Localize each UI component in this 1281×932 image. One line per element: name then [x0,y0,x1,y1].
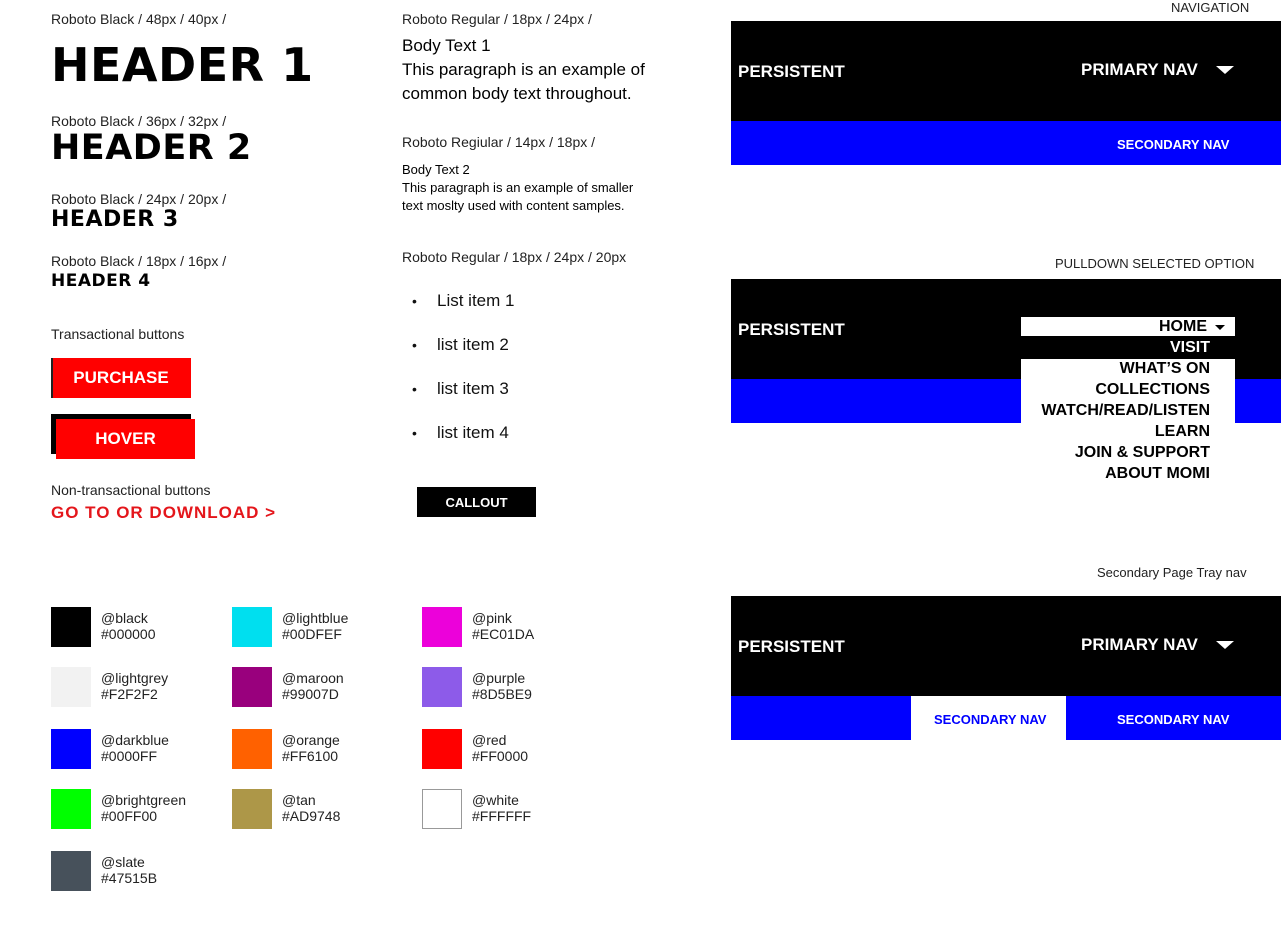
color-swatch-label [101,670,168,702]
dropdown-option[interactable]: ABOUT MOMI [1105,465,1210,482]
list-item-text: list item 2 [437,335,509,354]
secondary-nav-active-label[interactable]: SECONDARY NAV [934,712,1047,727]
navigation-caption: NAVIGATION [1171,0,1250,15]
h4-spec: Roboto Black / 18px / 16px / [51,253,227,269]
color-swatch [51,789,91,829]
color-swatch [51,851,91,891]
persistent-nav-label[interactable]: PERSISTENT [738,62,845,81]
color-name: @slate [101,854,145,870]
color-swatch-label [472,792,531,824]
bullet-icon: • [412,381,417,397]
color-name: @tan [282,792,316,808]
color-hex: #000000 [101,626,156,642]
color-swatch [232,789,272,829]
color-name: @darkblue [101,732,169,748]
color-swatch [51,667,91,707]
dropdown-home-label[interactable]: HOME [1159,318,1207,335]
color-hex: #FFFFFF [472,808,532,824]
color-name: @maroon [282,670,344,686]
color-swatch-label [472,610,534,642]
chevron-down-icon[interactable] [1215,325,1225,330]
color-name: @white [472,792,519,808]
dropdown-option[interactable]: JOIN & SUPPORT [1074,444,1210,461]
body2-spec: Roboto Regiular / 14px / 18px / [402,134,596,150]
color-name: @lightblue [282,610,349,626]
list-item-text: List item 1 [437,291,515,310]
body1-title: Body Text 1 [402,36,491,55]
color-name: @pink [472,610,512,626]
list-item [412,291,514,311]
tray-nav-caption: Secondary Page Tray nav [1097,565,1247,580]
list-item-text: list item 4 [437,423,509,442]
purchase-button[interactable]: PURCHASE [51,358,191,398]
color-hex: #99007D [282,686,339,702]
list-item [412,423,509,443]
color-swatch [51,607,91,647]
color-swatch [232,667,272,707]
color-swatch [51,729,91,769]
color-name: @brightgreen [101,792,187,808]
color-hex: #0000FF [101,748,158,764]
list-item-text: list item 3 [437,379,509,398]
color-swatch-label [101,610,156,642]
color-swatch-label [101,792,186,824]
color-swatch [232,607,272,647]
color-swatch [422,729,462,769]
dropdown-option[interactable]: LEARN [1154,423,1210,440]
bullet-icon: • [412,293,417,309]
body1-line2: common body text throughout. [402,84,632,103]
color-hex: #FF6100 [282,748,339,764]
dropdown-option[interactable]: VISIT [1169,339,1210,356]
color-name: @lightgrey [101,670,169,686]
h2-spec: Roboto Black / 36px / 32px / [51,113,227,129]
color-hex: #8D5BE9 [472,686,532,702]
non-transactional-buttons-label: Non-transactional buttons [51,482,211,498]
list-spec: Roboto Regular / 18px / 24px / 20px [402,249,627,265]
color-hex: #00FF00 [101,808,158,824]
color-swatch [422,789,462,829]
color-swatch [422,607,462,647]
color-name: @red [472,732,507,748]
color-hex: #00DFEF [282,626,342,642]
color-swatch-label [101,854,157,886]
color-swatch-label [472,670,532,702]
secondary-nav-label[interactable]: SECONDARY NAV [1117,137,1230,152]
dropdown-option[interactable]: WHAT’S ON [1119,360,1210,377]
dropdown-option[interactable]: WATCH/READ/LISTEN [1041,402,1210,419]
header-1-sample: HEADER 1 [51,38,314,92]
h3-spec: Roboto Black / 24px / 20px / [51,191,227,207]
secondary-nav-label[interactable]: SECONDARY NAV [1117,712,1230,727]
color-hex: #EC01DA [472,626,535,642]
chevron-down-icon[interactable] [1216,641,1234,649]
color-swatch-label [282,732,340,764]
list-item [412,335,509,355]
bullet-icon: • [412,337,417,353]
pulldown-caption: PULLDOWN SELECTED OPTION [1055,256,1255,271]
primary-nav-label[interactable]: PRIMARY NAV [1081,635,1198,654]
color-hex: #F2F2F2 [101,686,158,702]
color-swatch [232,729,272,769]
header-2-sample: HEADER 2 [51,128,252,168]
color-swatch-label [101,732,169,764]
primary-nav-label[interactable]: PRIMARY NAV [1081,60,1198,79]
h1-spec: Roboto Black / 48px / 40px / [51,11,227,27]
header-4-sample: HEADER 4 [51,271,151,291]
color-swatch-label [282,792,340,824]
hover-button[interactable]: HOVER [56,419,195,459]
color-hex: #47515B [101,870,158,886]
body2-title: Body Text 2 [402,162,470,177]
color-hex: #FF0000 [472,748,529,764]
callout-button[interactable]: CALLOUT [417,487,536,517]
body1-spec: Roboto Regular / 18px / 24px / [402,11,592,27]
color-hex: #AD9748 [282,808,341,824]
color-swatch-label [472,732,528,764]
persistent-nav-label[interactable]: PERSISTENT [738,637,845,656]
body2-line1: This paragraph is an example of smaller [402,180,634,195]
download-link[interactable]: GO TO OR DOWNLOAD > [51,503,277,522]
persistent-nav-label[interactable]: PERSISTENT [738,320,845,339]
dropdown-option[interactable]: COLLECTIONS [1095,381,1210,398]
color-name: @black [101,610,148,626]
transactional-buttons-label: Transactional buttons [51,326,185,342]
header-3-sample: HEADER 3 [51,207,179,232]
color-swatch-label [282,670,344,702]
bullet-icon: • [412,425,417,441]
color-name: @orange [282,732,340,748]
color-swatch [422,667,462,707]
body1-line1: This paragraph is an example of [402,60,645,79]
color-swatch-label [282,610,348,642]
color-name: @purple [472,670,526,686]
list-item [412,379,509,399]
body2-line2: text moslty used with content samples. [402,198,625,213]
chevron-down-icon[interactable] [1216,66,1234,74]
